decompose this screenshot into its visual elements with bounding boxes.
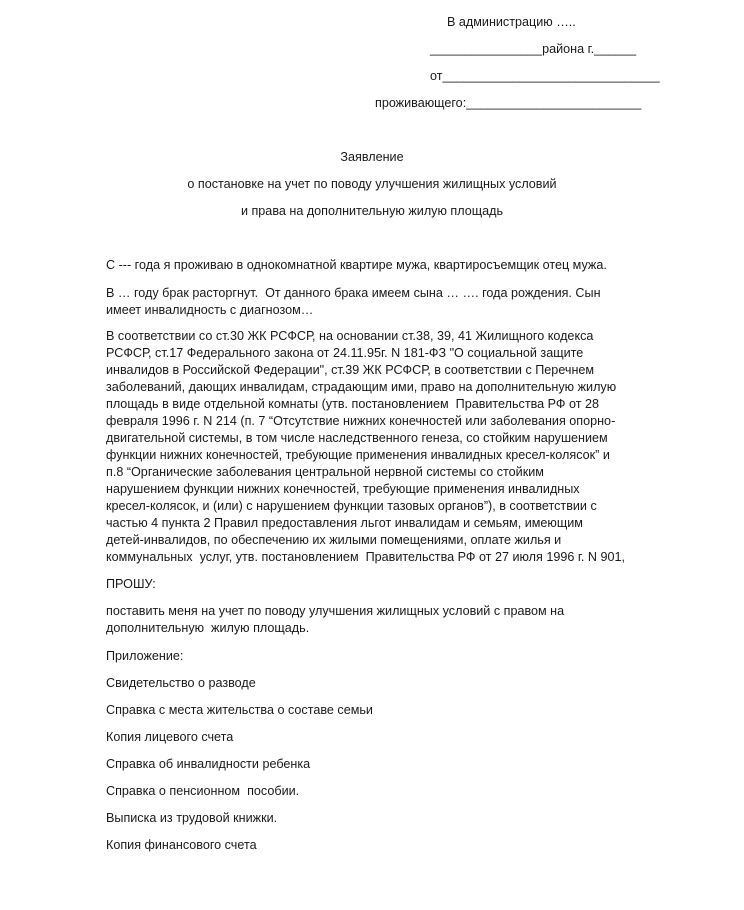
paragraph-line: инвалидов в Российской Федерации", ст.39 ЖК РСФСР, в соответствии с Перечнем [106,363,595,377]
paragraph-line: заболеваний, дающих инвалидам, страдающим ими, право на дополнительную жилую [106,380,617,394]
header-district: ________________района г.______ [430,42,637,56]
header-residing: проживающего:_________________________ [375,96,642,110]
attachment-item [106,675,646,692]
paragraph-divorce [106,285,646,319]
request-text [106,603,646,637]
attachment-item [106,756,646,773]
attachment-item [106,837,646,854]
paragraph-line: имеет инвалидность с диагнозом… [106,303,314,317]
attachments-label-text: Приложение: [106,649,184,663]
paragraph-line: детей-инвалидов, по обеспечению их жилыми помещениями, оплате жилья и [106,533,562,547]
attachment-text: Свидетельство о разводе [106,676,256,690]
paragraph-line: С --- года я проживаю в однокомнатной квартире мужа, квартиросъемщик отец мужа. [106,258,607,272]
header-recipient: В администрацию ….. [447,15,576,29]
attachment-item [106,729,646,746]
attachment-text: Выписка из трудовой книжки. [106,811,278,825]
paragraph-line: площадь в виде отдельной комнаты (утв. постановлением Правительства РФ от 28 [106,397,599,411]
paragraph-line: двигательной системы, в том числе наследственного генеза, со стойким нарушением [106,431,608,445]
paragraph-legal-basis [106,328,646,566]
paragraph-line: частью 4 пункта 2 Правил предоставления льгот инвалидам и семьям, имеющим [106,516,583,530]
attachment-item [106,783,646,800]
attachment-item [106,702,646,719]
attachment-text: Копия лицевого счета [106,730,234,744]
paragraph-line: коммунальных услуг, утв. постановлением Правительства РФ от 27 июля 1996 г. N 901, [106,550,625,564]
request-label-text: ПРОШУ: [106,577,156,591]
paragraph-line: дополнительную жилую площадь. [106,621,310,635]
header-from: от_______________________________ [430,69,660,83]
paragraph-line: февраля 1996 г. N 214 (п. 7 “Отсутствие нижних конечностей или заболевания опорно- [106,414,616,428]
paragraph-line: п.8 “Органические заболевания центральной нервной системы со стойким [106,465,544,479]
document-subject-line-1: о постановке на учет по поводу улучшения жилищных условий [187,177,557,191]
paragraph-line: кресел-колясок, и (или) с нарушением функции тазовых органов”), в соответствии с [106,499,597,513]
attachment-text: Копия финансового счета [106,838,257,852]
attachment-text: Справка с места жительства о составе семьи [106,703,373,717]
paragraph-line: РСФСР, ст.17 Федерального закона от 24.11.95г. N 181-ФЗ "О социальной защите [106,346,584,360]
paragraph-line: поставить меня на учет по поводу улучшения жилищных условий с правом на [106,604,565,618]
attachments-label [106,648,646,665]
paragraph-line: В соответствии со ст.30 ЖК РСФСР, на основании ст.38, 39, 41 Жилищного кодекса [106,329,594,343]
paragraph-residence [106,257,646,274]
attachment-text: Справка о пенсионном пособии. [106,784,300,798]
request-label [106,576,646,593]
document-title: Заявление [340,150,404,164]
attachment-item [106,810,646,827]
attachment-text: Справка об инвалидности ребенка [106,757,311,771]
document-subject-line-2: и права на дополнительную жилую площадь [240,204,504,218]
paragraph-line: функции нижних конечностей, требующие применения инвалидных кресел-колясок” и [106,448,610,462]
paragraph-line: нарушением функции нижних конечностей, требующие применения инвалидных [106,482,580,496]
paragraph-line: В … году брак расторгнут. От данного брака имеем сына … …. года рождения. Сын [106,286,601,300]
